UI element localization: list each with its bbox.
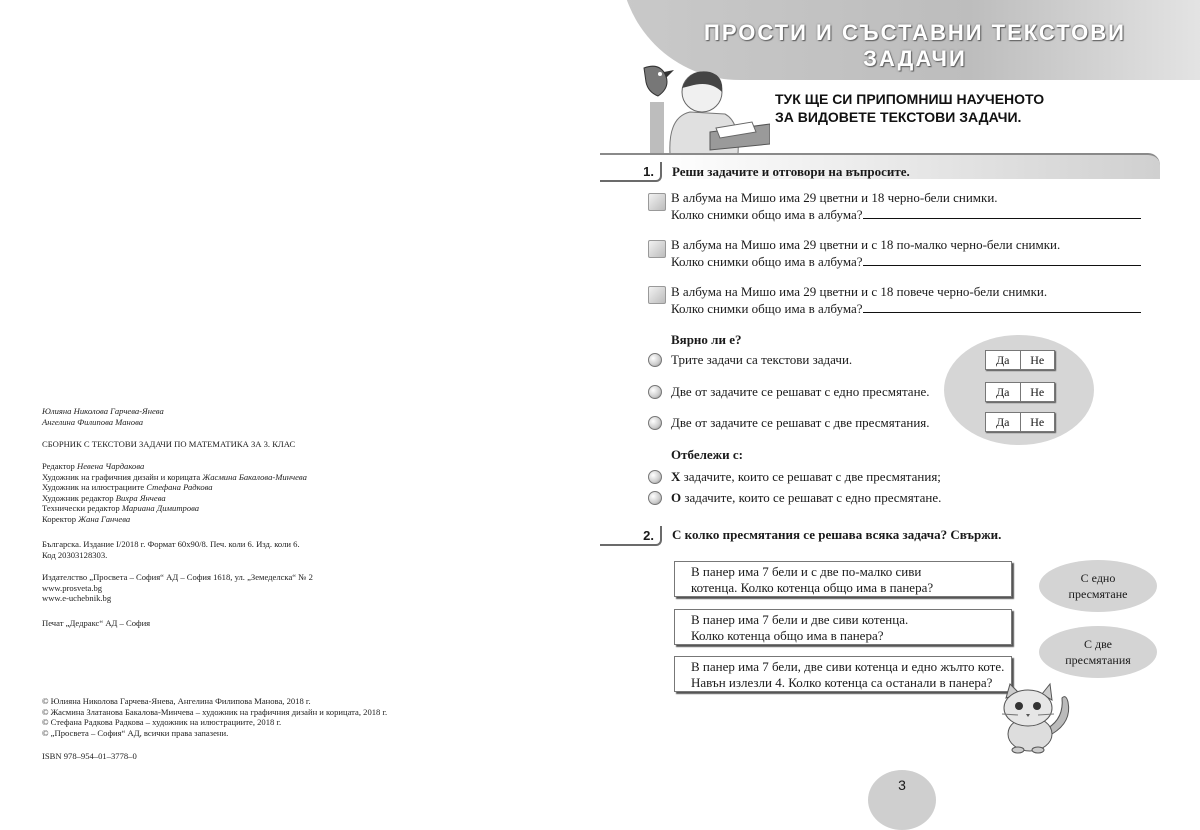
statement-radio[interactable] <box>648 353 662 367</box>
answer-line[interactable] <box>863 253 1141 266</box>
one-calculation-option[interactable]: С едно пресмятане <box>1039 560 1157 612</box>
true-false-heading: Вярно ли е? <box>671 332 742 347</box>
statement-radio[interactable] <box>648 385 662 399</box>
bird-icon <box>644 66 674 96</box>
author-1: Юлияна Николова Гарчева-Янева <box>42 406 164 416</box>
credit-line: Художник на илюстрациите Стефана Радкова <box>42 482 213 493</box>
mark-radio[interactable] <box>648 491 662 505</box>
imprint-authors <box>42 406 164 427</box>
problem-1: В албума на Мишо има 29 цветни и 18 черно-бели снимки. Колко снимки общо има в албума? <box>671 190 1141 223</box>
no-option[interactable]: Не <box>1030 353 1045 367</box>
no-option[interactable]: Не <box>1030 415 1045 429</box>
problem-checkbox[interactable] <box>648 286 666 304</box>
problem-checkbox[interactable] <box>648 240 666 258</box>
credit-line: Художник редактор Вихра Янчева <box>42 492 166 503</box>
task2-card-3[interactable]: В панер има 7 бели, две сиви котенца и едно жълто коте. Навън излезли 4. Колко котенца са останали в панера? <box>674 656 1012 692</box>
task2-card-1[interactable]: В панер има 7 бели и с две по-малко сиви котенца. Колко котенца общо има в панера? <box>674 561 1012 597</box>
credit-line: Художник на графичния дизайн и корицата Жасмина Бакалова-Минчева <box>42 471 307 482</box>
yes-option[interactable]: Да <box>986 383 1021 401</box>
book-title: СБОРНИК С ТЕКСТОВИ ЗАДАЧИ ПО МАТЕМАТИКА ЗА 3. КЛАС <box>42 439 296 449</box>
publisher-link[interactable]: www.prosveta.bg <box>42 582 103 593</box>
imprint-edition: Българска. Издание I/2018 г. Формат 60x90/8. Печ. коли 6. Изд. коли 6. Код 20303128303. <box>42 539 300 560</box>
problem-checkbox[interactable] <box>648 193 666 211</box>
boy-reading-illustration <box>630 62 770 154</box>
answer-line[interactable] <box>863 206 1141 219</box>
imprint-print: Печат „Дедракс“ АД – София <box>42 618 151 628</box>
mark-x: Х задачите, които се решават с две пресмятания; <box>671 469 941 484</box>
statement-3: Две от задачите се решават с две пресмятания. <box>671 415 930 430</box>
task2-number: 2. <box>600 526 662 546</box>
yes-option[interactable]: Да <box>986 413 1021 431</box>
task1-number: 1. <box>600 162 662 182</box>
author-2: Ангелина Филипова Манова <box>42 416 144 427</box>
problem-2: В албума на Мишо има 29 цветни и с 18 по-малко черно-бели снимки. Колко снимки общо има в албума? <box>671 237 1141 270</box>
answer-line[interactable] <box>863 300 1141 313</box>
problem-3: В албума на Мишо има 29 цветни и с 18 повече черно-бели снимки. Колко снимки общо има в албума? <box>671 284 1141 317</box>
imprint-credits <box>42 461 307 525</box>
yes-no-box <box>985 412 1055 432</box>
statement-1: Трите задачи са текстови задачи. <box>671 352 853 367</box>
two-calculations-option[interactable]: С две пресмятания <box>1039 626 1157 678</box>
mark-radio[interactable] <box>648 470 662 484</box>
statement-2: Две от задачите се решават с едно пресмятане. <box>671 384 930 399</box>
credit-line: Технически редактор Мариана Димитрова <box>42 503 200 514</box>
yes-no-box <box>985 350 1055 370</box>
credit-line: Редактор Невена Чардакова <box>42 461 145 471</box>
publisher-link[interactable]: www.e-uchebnik.bg <box>42 593 112 604</box>
task2-card-2[interactable]: В панер има 7 бели и две сиви котенца. Колко котенца общо има в панера? <box>674 609 1012 645</box>
page-number: 3 <box>868 770 936 830</box>
intro-text: ТУК ЩЕ СИ ПРИПОМНИШ НАУЧЕНОТО ЗА ВИДОВЕТЕ ТЕКСТОВИ ЗАДАЧИ. <box>775 91 1045 125</box>
task1-instruction: Реши задачите и отговори на въпросите. <box>672 164 910 179</box>
mark-o: О задачите, които се решават с едно пресмятане. <box>671 490 942 505</box>
imprint-copyright: © Юлияна Николова Гарчева-Янева, Ангелина Филипова Манова, 2018 г. © Жасмина Златанова Бакалова-Минчева – художник на графичния дизайн и корицата, 2018 г. © Стефана Радкова Радкова – художник на илюстрациите, 2018 г. © „Просвета – София“ АД, всички права запазени. <box>42 696 388 738</box>
task2-instruction: С колко пресмятания се решава всяка задача? Свържи. <box>672 527 1002 542</box>
yes-no-box <box>985 382 1055 402</box>
credit-line: Коректор Жана Ганчева <box>42 513 131 524</box>
isbn: ISBN 978–954–01–3778–0 <box>42 751 137 761</box>
statement-radio[interactable] <box>648 416 662 430</box>
no-option[interactable]: Не <box>1030 385 1045 399</box>
mark-heading: Отбележи с: <box>671 447 743 462</box>
yes-option[interactable]: Да <box>986 351 1021 369</box>
imprint-publisher: Издателство „Просвета – София“ АД – София 1618, ул. „Земеделска“ № 2 www.prosveta.bg www.e-uchebnik.bg <box>42 572 313 604</box>
kitten-illustration <box>992 682 1074 754</box>
page-title: ПРОСТИ И СЪСТАВНИ ТЕКСТОВИ ЗАДАЧИ <box>704 20 1126 71</box>
